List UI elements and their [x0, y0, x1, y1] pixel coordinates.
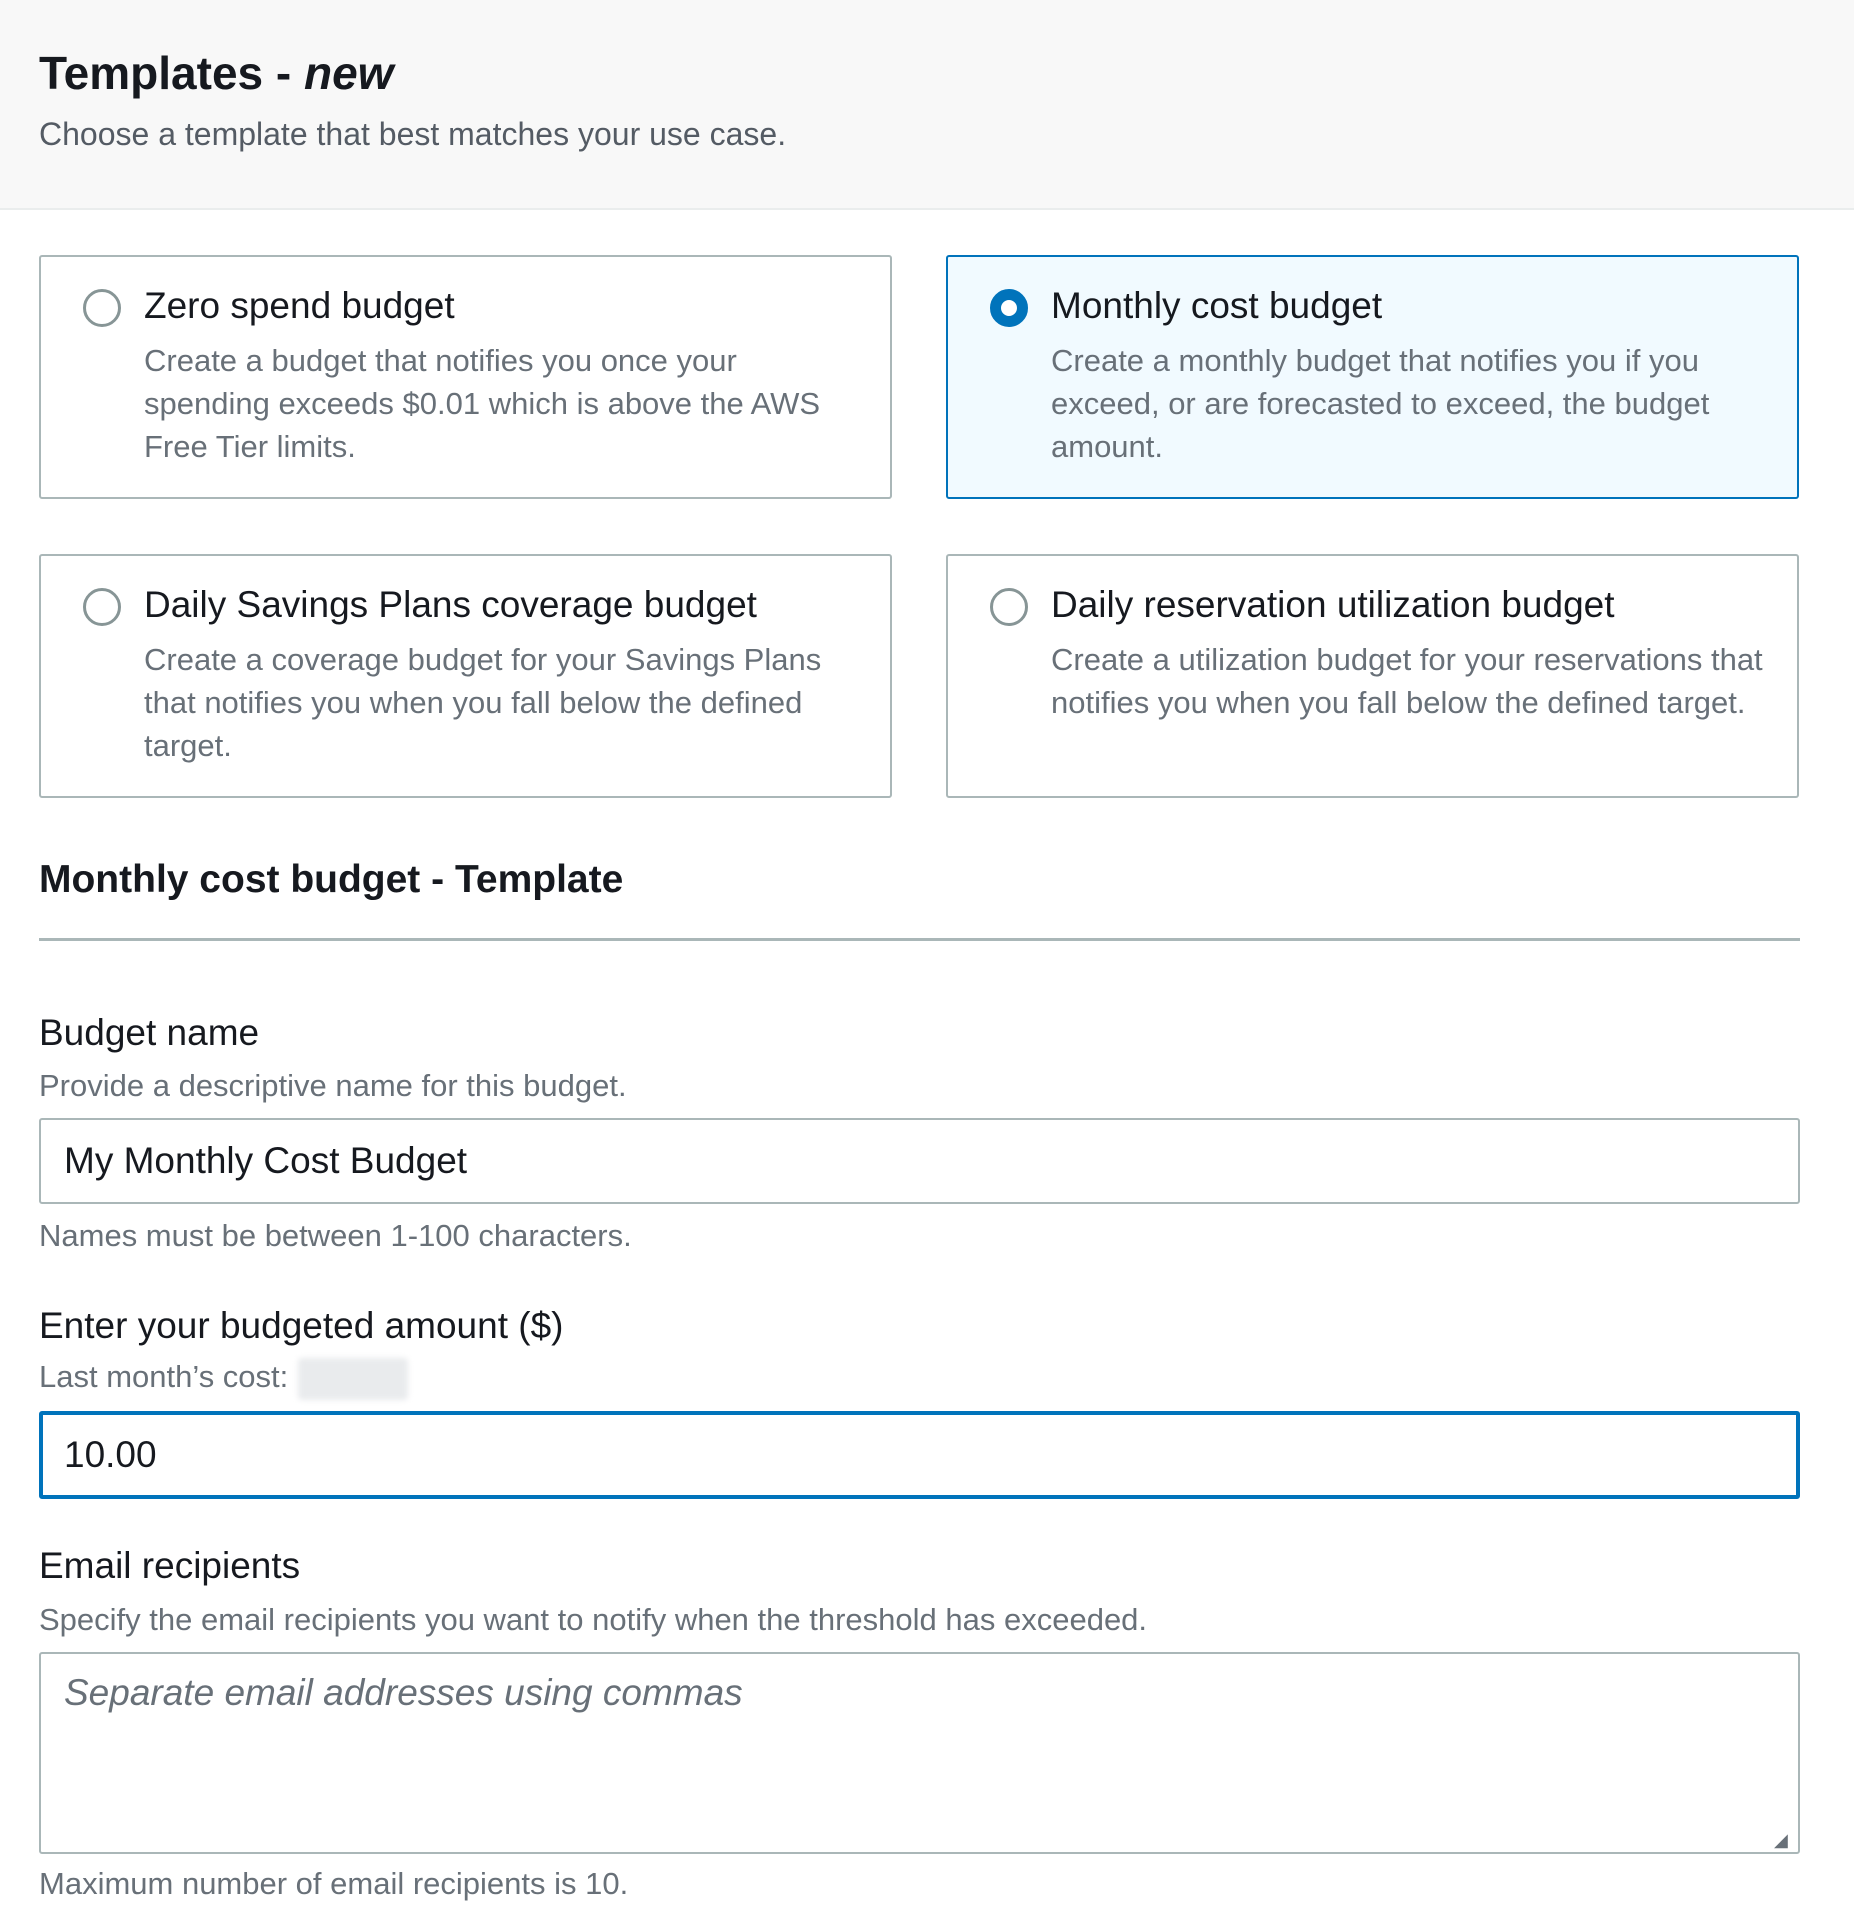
radio-zero-spend[interactable]: [83, 289, 121, 327]
tile-label: Daily Savings Plans coverage budget: [144, 584, 757, 625]
budget-amount-label: Enter your budgeted amount ($): [39, 1305, 564, 1346]
section-title: Monthly cost budget - Template: [39, 858, 624, 901]
budget-name-hint: Names must be between 1-100 characters.: [39, 1218, 632, 1253]
email-recipients-description: Specify the email recipients you want to notify when the threshold has exceeded.: [39, 1602, 1148, 1637]
section-divider: [39, 938, 1800, 941]
radio-savings-plans-coverage[interactable]: [83, 588, 121, 626]
tile-description: Create a coverage budget for your Savings Plans that notifies you when you fall below the defined target.: [144, 642, 822, 763]
last-month-cost: [39, 1358, 408, 1400]
tile-description: Create a monthly budget that notifies you if you exceed, or are forecasted to exceed, the budget amount.: [1051, 343, 1710, 464]
last-month-cost-value-redacted: [298, 1358, 408, 1400]
template-tile-zero-spend[interactable]: [39, 255, 892, 499]
resize-handle-icon[interactable]: ◢: [1774, 1830, 1788, 1850]
new-badge: new: [304, 47, 394, 99]
templates-title: [39, 46, 393, 100]
tile-label: Zero spend budget: [144, 285, 455, 326]
template-tile-savings-plans-coverage[interactable]: [39, 554, 892, 798]
radio-reservation-utilization[interactable]: [990, 588, 1028, 626]
templates-description: Choose a template that best matches your use case.: [39, 116, 787, 152]
budget-name-description: Provide a descriptive name for this budget.: [39, 1068, 627, 1103]
last-month-cost-label: Last month’s cost:: [39, 1359, 289, 1395]
radio-monthly-cost[interactable]: [990, 289, 1028, 327]
tile-description: Create a budget that notifies you once your spending exceeds $0.01 which is above the AWS Free Tier limits.: [144, 343, 821, 464]
budget-amount-input[interactable]: [39, 1411, 1800, 1499]
email-recipients-label: Email recipients: [39, 1545, 301, 1586]
tile-label: Daily reservation utilization budget: [1051, 584, 1615, 625]
budget-name-label: Budget name: [39, 1012, 260, 1053]
templates-header: [0, 0, 1854, 210]
templates-title-text: Templates -: [39, 47, 304, 99]
email-recipients-textarea[interactable]: [39, 1652, 1800, 1854]
template-tile-monthly-cost[interactable]: [946, 255, 1799, 499]
template-tile-reservation-utilization[interactable]: [946, 554, 1799, 798]
tile-label: Monthly cost budget: [1051, 285, 1383, 326]
tile-description: Create a utilization budget for your reservations that notifies you when you fall below the defined target.: [1051, 642, 1763, 720]
budget-name-input[interactable]: [39, 1118, 1800, 1204]
email-recipients-hint: Maximum number of email recipients is 10.: [39, 1866, 629, 1901]
